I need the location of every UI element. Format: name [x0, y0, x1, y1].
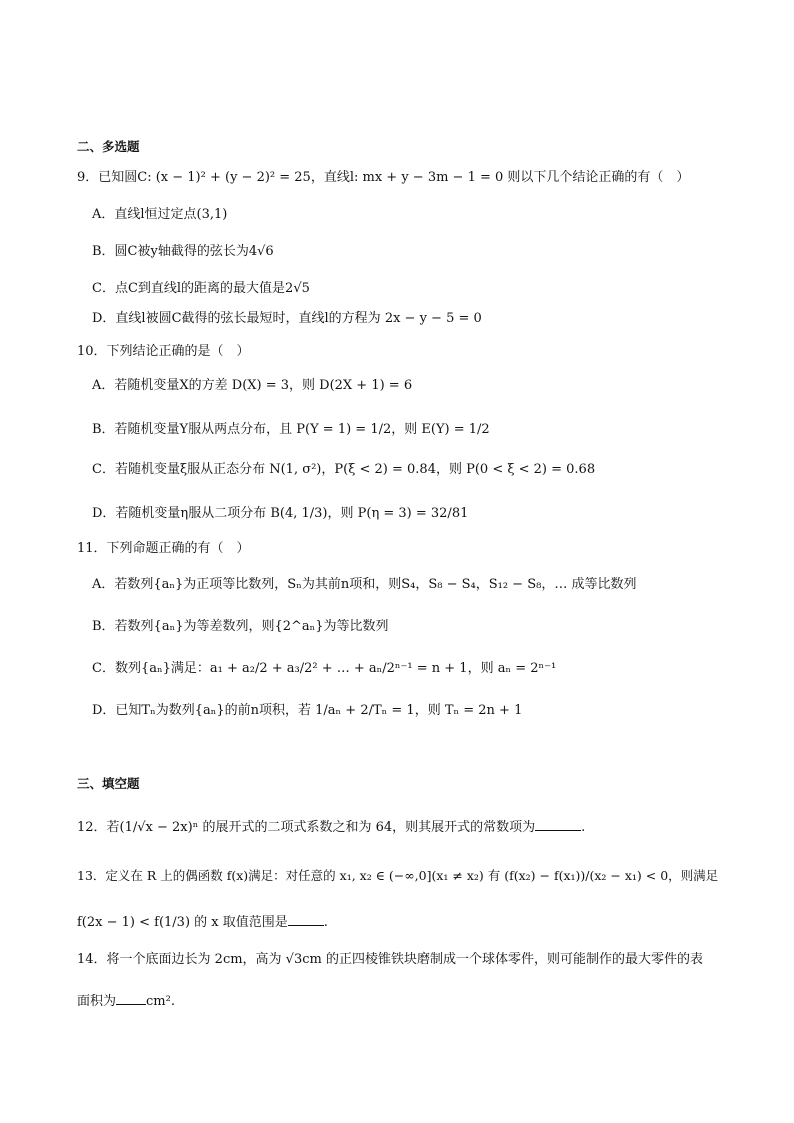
question-11-option-a: A．若数列{aₙ}为正项等比数列，Sₙ为其前n项和，则S₄，S₈ − S₄，S₁₂ − S₈，… 成等比数列 [92, 577, 637, 592]
question-9-option-d: D．直线l被圆C截得的弦长最短时，直线l的方程为 2x − y − 5 = 0 [92, 311, 482, 326]
question-14-line-1: 14．将一个底面边长为 2cm，高为 √3cm 的正四棱锥铁块磨制成一个球体零件，则可能制作的最大零件的表 [77, 952, 703, 967]
question-11-option-d: D．已知Tₙ为数列{aₙ}的前n项积，若 1/aₙ + 2/Tₙ = 1，则 Tₙ = 2n + 1 [92, 703, 523, 718]
section-heading-multi-choice: 二、多选题 [77, 139, 140, 154]
question-12-text: 12．若(1/√x − 2x)ⁿ 的展开式的二项式系数之和为 64，则其展开式的常数项为 [77, 820, 536, 835]
question-14-line-2 [77, 990, 175, 1011]
question-12-end: . [581, 820, 586, 835]
question-10-option-d: D．若随机变量η服从二项分布 B(4, 1/3)，则 P(η = 3) = 32/81 [92, 506, 469, 521]
question-13-line-1: 13．定义在 R 上的偶函数 f(x)满足：对任意的 x₁, x₂ ∈ (−∞,0](x₁ ≠ x₂) 有 (f(x₂) − f(x₁))/(x₂ − x₁) < 0，则满足 [77, 868, 719, 883]
question-9-option-c: C．点C到直线l的距离的最大值是2√5 [92, 281, 310, 296]
question-11-stem: 11．下列命题正确的有（ ） [77, 541, 250, 556]
question-11-option-c: C．数列{aₙ}满足：a₁ + a₂/2 + a₃/2² + … + aₙ/2ⁿ⁻¹ = n + 1，则 aₙ = 2ⁿ⁻¹ [92, 661, 557, 676]
answer-blank [535, 816, 581, 831]
question-13-end: . [323, 915, 328, 930]
question-12 [77, 816, 585, 837]
answer-blank [288, 911, 324, 926]
question-14-unit: cm². [146, 994, 175, 1009]
question-10-option-a: A．若随机变量X的方差 D(X) = 3，则 D(2X + 1) = 6 [92, 378, 413, 393]
question-9-option-a: A．直线l恒过定点(3,1) [92, 207, 228, 222]
question-11-option-b: B．若数列{aₙ}为等差数列，则{2^aₙ}为等比数列 [92, 619, 389, 634]
question-13-text: f(2x − 1) < f(1/3) 的 x 取值范围是 [77, 915, 288, 930]
section-heading-fill-in: 三、填空题 [77, 776, 140, 791]
question-10-option-c: C．若随机变量ξ服从正态分布 N(1, σ²)，P(ξ < 2) = 0.84，则 P(0 < ξ < 2) = 0.68 [92, 462, 596, 477]
question-10-stem: 10．下列结论正确的是（ ） [77, 344, 250, 359]
answer-blank [116, 990, 146, 1005]
question-14-text: 面积为 [77, 994, 117, 1009]
question-10-option-b: B．若随机变量Y服从两点分布，且 P(Y = 1) = 1/2，则 E(Y) = 1/2 [92, 422, 490, 437]
question-9-option-b: B．圆C被y轴截得的弦长为4√6 [92, 244, 274, 259]
question-13-line-2 [77, 911, 328, 932]
question-9-stem: 9．已知圆C: (x − 1)² + (y − 2)² = 25，直线l: mx + y − 3m − 1 = 0 则以下几个结论正确的有（ ） [77, 170, 690, 185]
